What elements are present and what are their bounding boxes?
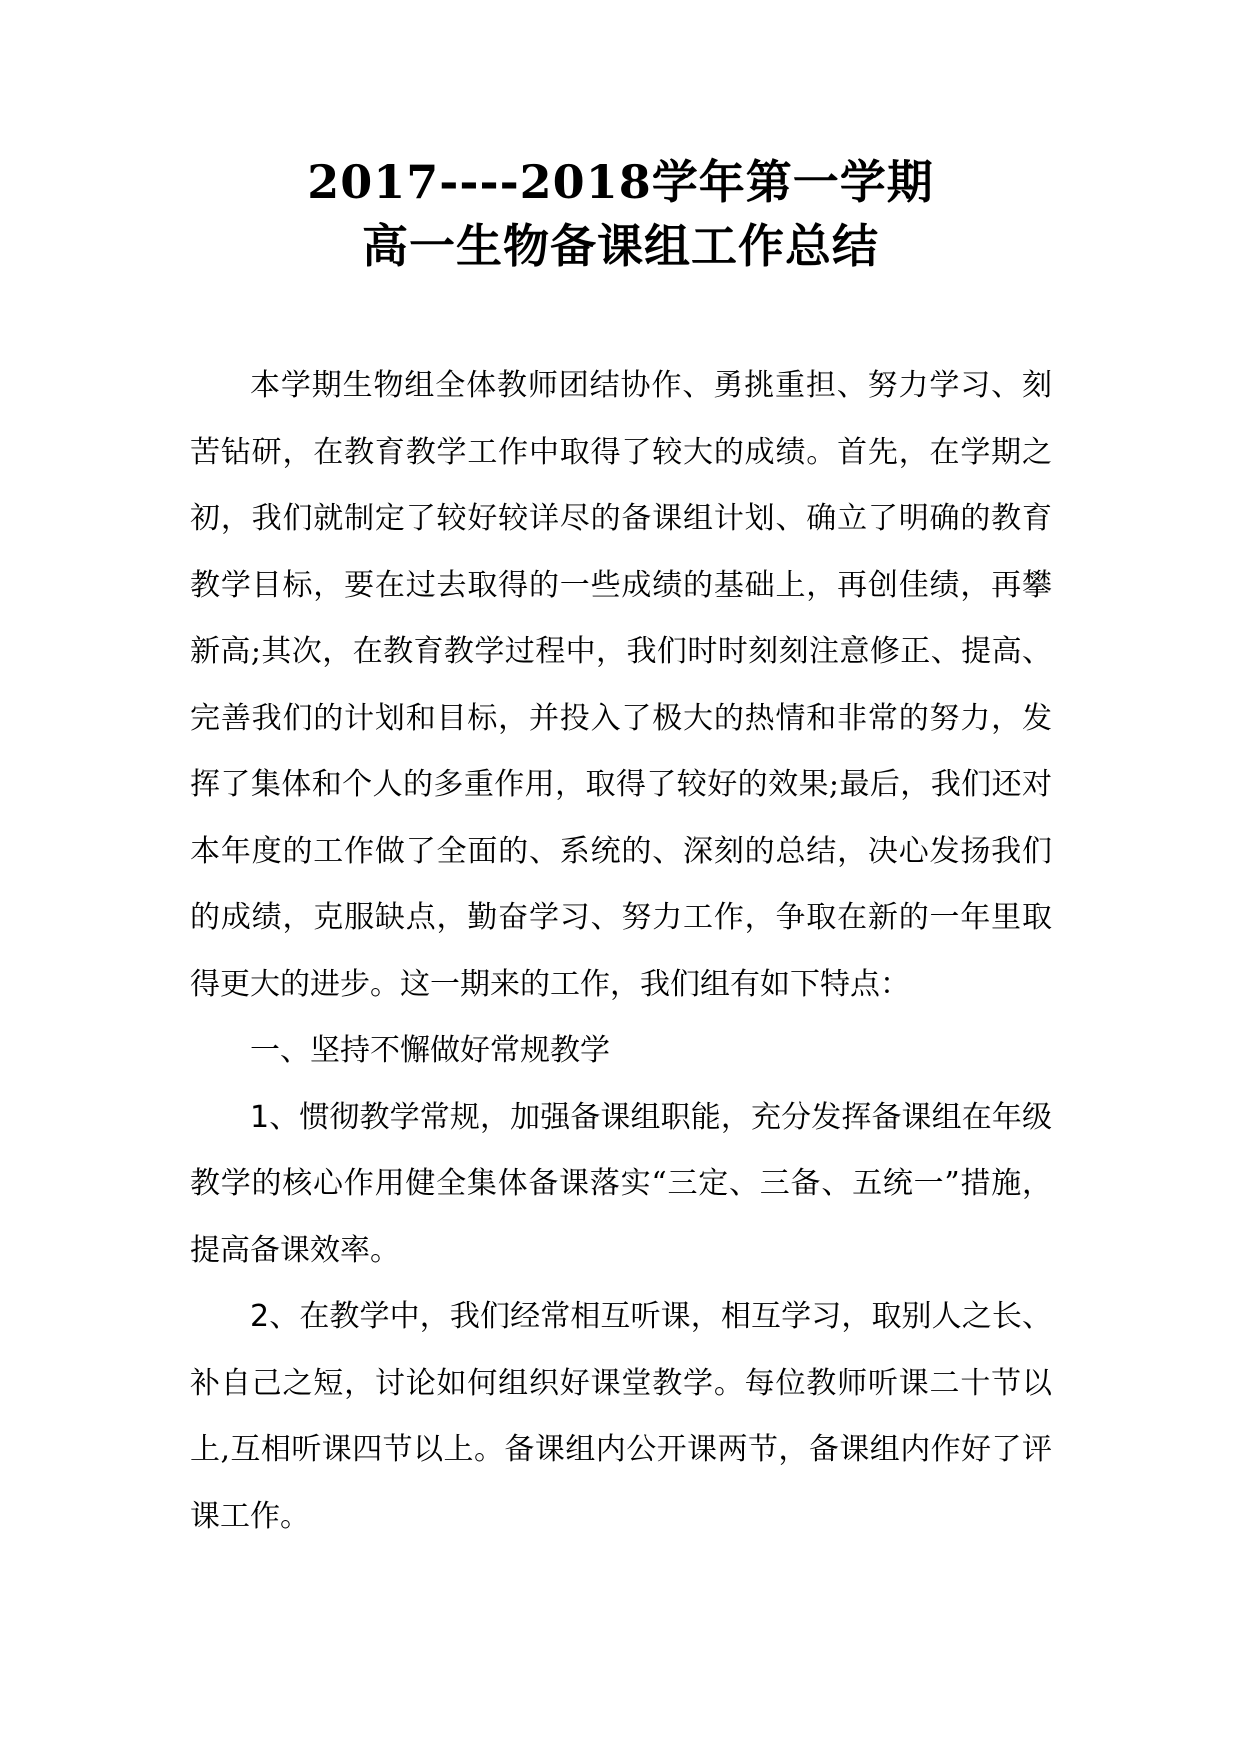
list-item-1-number: 1: [250, 1099, 270, 1135]
list-item-1-text: 、惯彻教学常规，加强备课组职能，充分发挥备课组在年级教学的核心作用健全集体备课落实“三定、三备、五统一”措施，提高备课效率。: [190, 1099, 1052, 1268]
title-line-2: 高一生物备课组工作总结: [362, 219, 879, 273]
list-item-2: [190, 1284, 1052, 1550]
list-item-1: [190, 1085, 1052, 1285]
list-item-2-text: 、在教学中，我们经常相互听课，相互学习，取别人之长、补自己之短，讨论如何组织好课堂教学。每位教师听课二十节以上,互相听课四节以上。备课组内公开课两节，备课组内作好了评课工作。: [190, 1299, 1052, 1534]
document-body: [190, 353, 1052, 1550]
title-line-1: 2017----2018学年第一学期: [307, 155, 934, 209]
list-item-2-number: 2: [250, 1299, 270, 1334]
document-title: [0, 150, 1241, 278]
section-heading-1: 一、坚持不懈做好常规教学: [250, 1033, 610, 1068]
intro-paragraph: 本学期生物组全体教师团结协作、勇挑重担、努力学习、刻苦钻研，在教育教学工作中取得了较大的成绩。首先，在学期之初，我们就制定了较好较详尽的备课组计划、确立了明确的教育教学目标，要在过去取得的一些成绩的基础上，再创佳绩，再攀新高;其次，在教育教学过程中，我们时时刻刻注意修正、提高、完善我们的计划和目标，并投入了极大的热情和非常的努力，发挥了集体和个人的多重作用，取得了较好的效果;最后，我们还对本年度的工作做了全面的、系统的、深刻的总结，决心发扬我们的成绩，克服缺点，勤奋学习、努力工作，争取在新的一年里取得更大的进步。这一期来的工作，我们组有如下特点：: [190, 368, 1052, 1002]
